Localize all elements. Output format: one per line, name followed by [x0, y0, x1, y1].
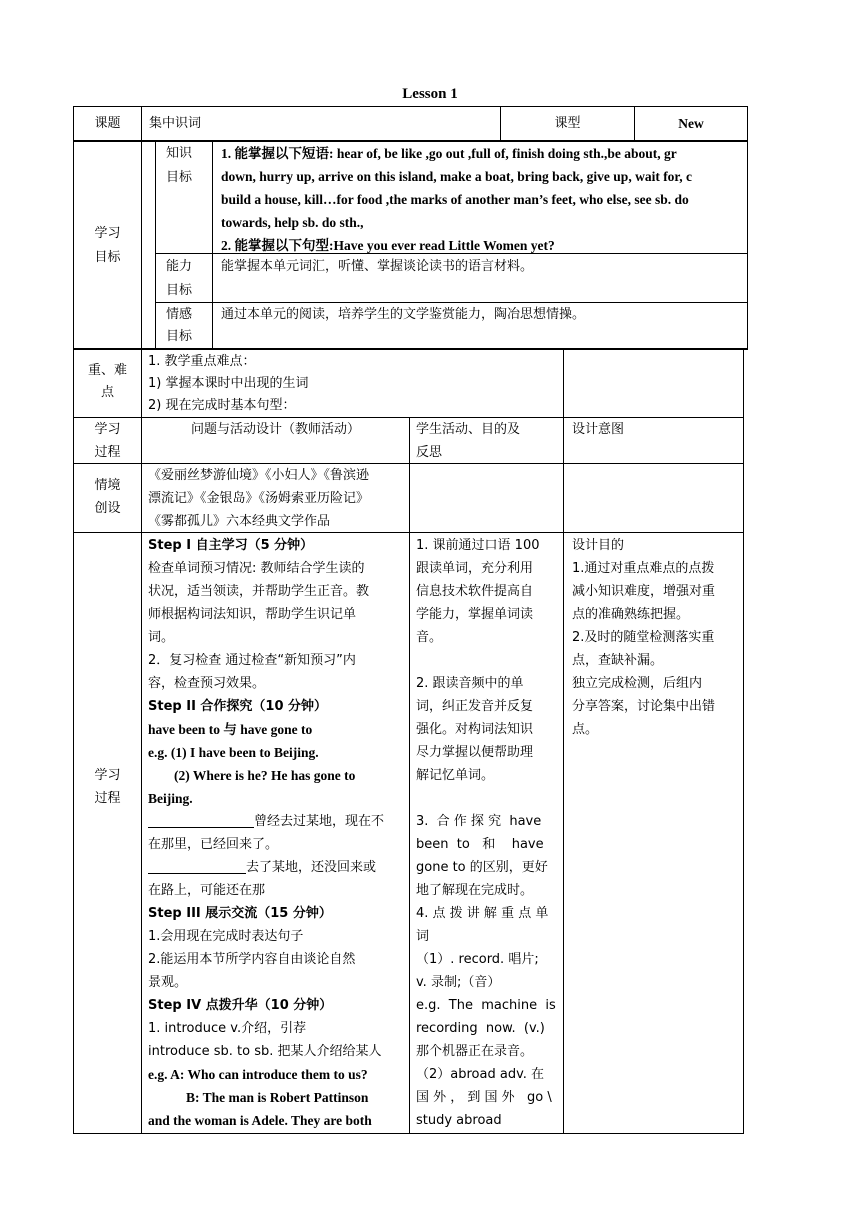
teacher-line: 在路上，可能还在那 [148, 883, 266, 898]
step-heading: Step II 合作探究（10 分钟） [148, 699, 328, 714]
process-header-label [74, 418, 141, 464]
emotion-text: 通过本单元的阅读，培养学生的文学鉴赏能力，陶冶思想情操。 [221, 307, 586, 322]
table-line [73, 348, 748, 350]
step-heading: Step IV 点拨升华（10 分钟） [148, 998, 333, 1013]
student-line: 3. 合 作 探 究 have [416, 814, 542, 829]
knowledge-label-text: 知识 目标 [166, 146, 193, 185]
teacher-line: 2.能运用本节所学内容自由谈论自然 [148, 952, 356, 967]
table-line [212, 140, 213, 349]
teacher-activities [148, 534, 406, 1132]
student-line: 解记忆单词。 [416, 768, 495, 783]
step-heading: Step I 自主学习（5 分钟） [148, 538, 314, 553]
scenario-text [148, 464, 406, 533]
goals-label-text: 学习 目标 [94, 226, 121, 265]
student-line [416, 649, 561, 672]
table-line [743, 349, 744, 1134]
student-line: study abroad [416, 1113, 502, 1128]
design-line: 分享答案，讨论集中出错 [572, 699, 716, 714]
design-line: 点，查缺补漏。 [572, 653, 664, 668]
teacher-line: 1. introduce v.介绍，引荐 [148, 1021, 307, 1036]
student-line: 1. 课前通过口语 100 [416, 538, 540, 553]
knowledge-line: towards, help sb. do sth., [221, 215, 364, 230]
emotion-label-text: 情感 目标 [166, 307, 193, 344]
student-line: 词 [416, 929, 430, 944]
teacher-line: 去了某地，还没回来或 [246, 860, 377, 875]
topic-value: 集中识词 [149, 116, 202, 131]
student-line: （2）abroad adv. 在 [416, 1067, 545, 1082]
student-line: 强化。对构词法知识 [416, 722, 534, 737]
key-point-line: 1) 掌握本课时中出现的生词 [148, 376, 309, 391]
process-header-label-text: 学习 过程 [94, 422, 121, 460]
fill-blank [148, 812, 254, 828]
teacher-line: have been to 与 have gone to [148, 722, 313, 737]
student-line: 国 外 ， 到 国 外 go \ [416, 1090, 552, 1105]
topic-label: 课题 [94, 116, 121, 131]
scenario-line: 《雾都孤儿》六本经典文学作品 [148, 514, 331, 529]
student-line: 音。 [416, 630, 443, 645]
teacher-line: 2．复习检查 通过检查“新知预习”内 [148, 653, 356, 668]
design-line: 2.及时的随堂检测落实重 [572, 630, 715, 645]
teacher-line: 检查单词预习情况: 教师结合学生读的 [148, 561, 365, 576]
scenario-label-text: 情境 创设 [94, 478, 121, 516]
student-line: gone to 的区别，更好 [416, 860, 548, 875]
teacher-line: Beijing. [148, 791, 193, 806]
teacher-line: and the woman is Adele. They are both [148, 1113, 372, 1128]
table-line [155, 140, 156, 349]
student-line: 学能力，掌握单词读 [416, 607, 534, 622]
teacher-line: 师根据构词法知识，帮助学生识记单 [148, 607, 357, 622]
teacher-line: B: The man is Robert Pattinson [186, 1090, 369, 1105]
student-line: 尽力掌握以便帮助理 [416, 745, 534, 760]
table-line [563, 349, 564, 1134]
teacher-line: 状况，适当领读，并帮助学生正音。教 [148, 584, 370, 599]
key-points-text [148, 351, 558, 417]
step-heading: Step III 展示交流（15 分钟） [148, 906, 332, 921]
knowledge-line: build a house, kill…for food ,the marks of another man’s feet, who else, see sb. do [221, 192, 689, 207]
teacher-line: 容，检查预习效果。 [148, 676, 266, 691]
knowledge-line: down, hurry up, arrive on this island, make a boat, bring back, give up, wait for, c [221, 169, 692, 184]
teacher-line: e.g. (1) I have been to Beijing. [148, 745, 319, 760]
knowledge-line: 2. 能掌握以下句型:Have you ever read Little Women yet? [221, 238, 555, 253]
design-line: 减小知识难度，增强对重 [572, 584, 716, 599]
ability-label [166, 255, 210, 303]
process-label [74, 764, 141, 810]
student-activity-header-text: 学生活动、目的及 反思 [416, 422, 521, 460]
ability-text: 能掌握本单元词汇，听懂、掌握谈论读书的语言材料。 [221, 259, 534, 274]
teacher-activity-header: 问题与活动设计（教师活动） [190, 422, 360, 437]
student-line: 那个机器正在录音。 [416, 1044, 534, 1059]
teacher-line: e.g. A: Who can introduce them to us? [148, 1067, 368, 1082]
type-value: New [678, 116, 704, 131]
scenario-line: 《爱丽丝梦游仙境》《小妇人》《鲁滨逊 [148, 468, 370, 483]
key-point-line: 2) 现在完成时基本句型： [148, 398, 296, 413]
student-line: recording now. (v.) [416, 1021, 545, 1036]
student-activity-header [416, 418, 561, 464]
student-line: been to 和 have [416, 837, 544, 852]
design-line: 点的准确熟练把握。 [572, 607, 690, 622]
teacher-line-blank [148, 856, 406, 879]
design-intent [572, 534, 740, 741]
student-line: 信息技术软件提高自 [416, 584, 534, 599]
scenario-label [74, 474, 141, 520]
teacher-line-blank [148, 810, 406, 833]
key-points-label-text: 重、难 点 [87, 363, 127, 400]
knowledge-line: 1. 能掌握以下短语: hear of, be like ,go out ,full of, finish doing sth.,be about, gr [221, 146, 677, 161]
knowledge-text [221, 142, 747, 257]
student-line: e.g. The machine is [416, 998, 556, 1013]
student-line: 词，纠正发音并反复 [416, 699, 534, 714]
process-label-text: 学习 过程 [94, 768, 121, 806]
teacher-line: 曾经去过某地，现在不 [254, 814, 385, 829]
teacher-line: 在那里，已经回来了。 [148, 837, 279, 852]
ability-label-text: 能力 目标 [166, 259, 193, 298]
design-line: 设计目的 [572, 538, 625, 553]
design-line: 独立完成检测，后组内 [572, 676, 703, 691]
key-point-line: 1. 教学重点难点： [148, 354, 256, 369]
student-line: 4. 点 拨 讲 解 重 点 单 [416, 906, 549, 921]
table-line [409, 417, 410, 1134]
student-line: 跟读单词，充分利用 [416, 561, 534, 576]
knowledge-label [166, 142, 210, 190]
teacher-line: introduce sb. to sb. 把某人介绍给某人 [148, 1044, 382, 1059]
design-line: 1.通过对重点难点的点拨 [572, 561, 715, 576]
student-line: 地了解现在完成时。 [416, 883, 534, 898]
goals-label [74, 222, 141, 270]
type-label: 课型 [554, 116, 581, 131]
teacher-line: 景观。 [148, 975, 188, 990]
table-line [747, 106, 748, 349]
student-line: 2. 跟读音频中的单 [416, 676, 524, 691]
table-line [73, 106, 748, 107]
student-line [416, 787, 561, 810]
table-line [141, 106, 142, 1134]
design-intent-header: 设计意图 [572, 422, 625, 437]
student-line: （1）. record. 唱片; [416, 952, 539, 967]
emotion-label [166, 304, 210, 348]
key-points-label [74, 360, 141, 404]
lesson-title: Lesson 1 [402, 86, 458, 102]
student-activities [416, 534, 561, 1132]
teacher-line: 1.会用现在完成时表达句子 [148, 929, 304, 944]
design-line: 点。 [572, 722, 599, 737]
scenario-line: 漂流记》《金银岛》《汤姆索亚历险记》 [148, 491, 370, 506]
student-line: v. 录制;（音） [416, 975, 501, 990]
teacher-line: 词。 [148, 630, 175, 645]
fill-blank [148, 858, 246, 874]
teacher-line: (2) Where is he? He has gone to [174, 768, 356, 783]
